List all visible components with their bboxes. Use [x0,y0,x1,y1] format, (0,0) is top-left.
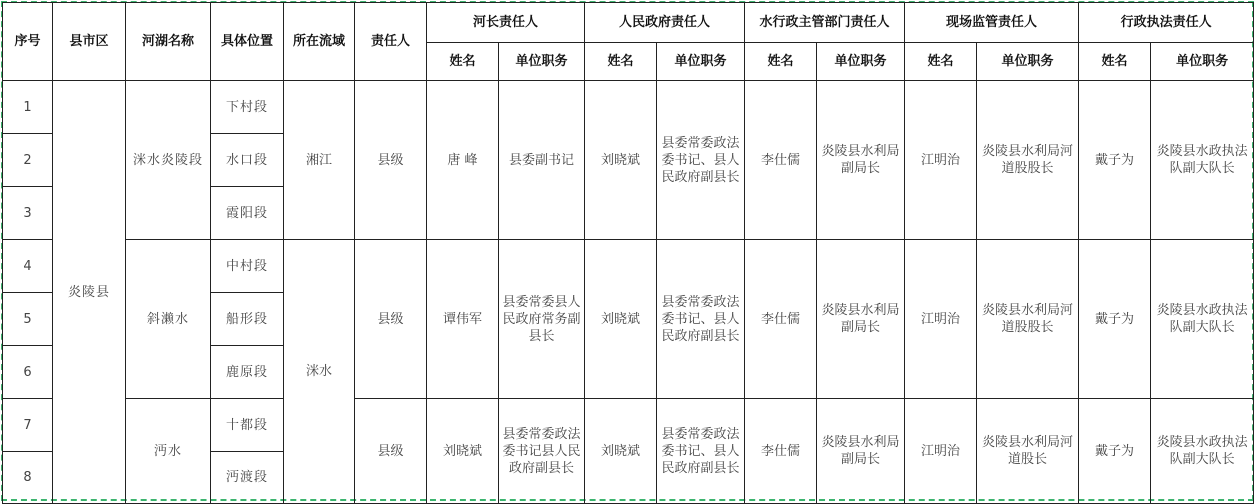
table-row [3,240,1254,293]
seq-cell: 5 [3,293,53,346]
chief-title-cell: 县委常委县人民政府常务副县长 [499,240,585,399]
seq-cell: 3 [3,187,53,240]
seq-cell: 2 [3,134,53,187]
river-cell: 沔水 [126,399,211,504]
basin-cell: 湘江 [284,81,355,240]
header-title: 单位职务 [977,43,1079,81]
county-cell: 炎陵县 [53,81,126,504]
header-name: 姓名 [585,43,657,81]
location-cell: 水口段 [211,134,284,187]
header-name: 姓名 [745,43,817,81]
header-title: 单位职务 [817,43,905,81]
law-name-cell: 戴子为 [1079,240,1151,399]
header-group-site: 现场监管责任人 [905,3,1079,43]
chief-title-cell: 县委常委政法委书记县人民政府副县长 [499,399,585,504]
chief-title-cell: 县委副书记 [499,81,585,240]
header-row-1 [3,3,1254,43]
header-title: 单位职务 [499,43,585,81]
location-cell: 鹿原段 [211,346,284,399]
level-cell: 县级 [355,399,427,504]
site-name-cell: 江明治 [905,399,977,504]
seq-cell: 4 [3,240,53,293]
water-title-cell: 炎陵县水利局副局长 [817,399,905,504]
header-group-gov: 人民政府责任人 [585,3,745,43]
water-title-cell: 炎陵县水利局副局长 [817,240,905,399]
river-chief-table [2,2,1254,504]
header-river-name: 河湖名称 [126,3,211,81]
table-row [3,399,1254,452]
water-name-cell: 李仕儒 [745,399,817,504]
header-name: 姓名 [905,43,977,81]
location-cell: 十都段 [211,399,284,452]
water-name-cell: 李仕儒 [745,81,817,240]
water-name-cell: 李仕儒 [745,240,817,399]
seq-cell: 7 [3,399,53,452]
river-cell: 斜濑水 [126,240,211,399]
law-name-cell: 戴子为 [1079,399,1151,504]
header-county: 县市区 [53,3,126,81]
table-row [3,81,1254,134]
water-title-cell: 炎陵县水利局副局长 [817,81,905,240]
site-title-cell: 炎陵县水利局河道股长 [977,399,1079,504]
gov-name-cell: 刘晓斌 [585,399,657,504]
header-responsible: 责任人 [355,3,427,81]
law-title-cell: 炎陵县水政执法队副大队长 [1151,399,1254,504]
header-group-law: 行政执法责任人 [1079,3,1254,43]
law-name-cell: 戴子为 [1079,81,1151,240]
site-name-cell: 江明治 [905,81,977,240]
site-title-cell: 炎陵县水利局河道股股长 [977,81,1079,240]
seq-cell: 1 [3,81,53,134]
chief-name-cell: 刘晓斌 [427,399,499,504]
location-cell: 中村段 [211,240,284,293]
header-seq: 序号 [3,3,53,81]
chief-name-cell: 谭伟军 [427,240,499,399]
seq-cell: 6 [3,346,53,399]
header-name: 姓名 [427,43,499,81]
basin-cell: 洣水 [284,240,355,504]
header-basin: 所在流域 [284,3,355,81]
header-group-water: 水行政主管部门责任人 [745,3,905,43]
gov-title-cell: 县委常委政法委书记、县人民政府副县长 [657,399,745,504]
gov-title-cell: 县委常委政法委书记、县人民政府副县长 [657,240,745,399]
gov-title-cell: 县委常委政法委书记、县人民政府副县长 [657,81,745,240]
site-name-cell: 江明治 [905,240,977,399]
location-cell: 下村段 [211,81,284,134]
location-cell: 船形段 [211,293,284,346]
site-title-cell: 炎陵县水利局河道股股长 [977,240,1079,399]
header-title: 单位职务 [1151,43,1254,81]
river-cell: 洣水炎陵段 [126,81,211,240]
seq-cell: 8 [3,452,53,504]
location-cell: 沔渡段 [211,452,284,504]
level-cell: 县级 [355,240,427,399]
gov-name-cell: 刘晓斌 [585,81,657,240]
header-group-chief: 河长责任人 [427,3,585,43]
level-cell: 县级 [355,81,427,240]
header-location: 具体位置 [211,3,284,81]
gov-name-cell: 刘晓斌 [585,240,657,399]
law-title-cell: 炎陵县水政执法队副大队长 [1151,81,1254,240]
chief-name-cell: 唐 峰 [427,81,499,240]
header-title: 单位职务 [657,43,745,81]
law-title-cell: 炎陵县水政执法队副大队长 [1151,240,1254,399]
header-name: 姓名 [1079,43,1151,81]
location-cell: 霞阳段 [211,187,284,240]
